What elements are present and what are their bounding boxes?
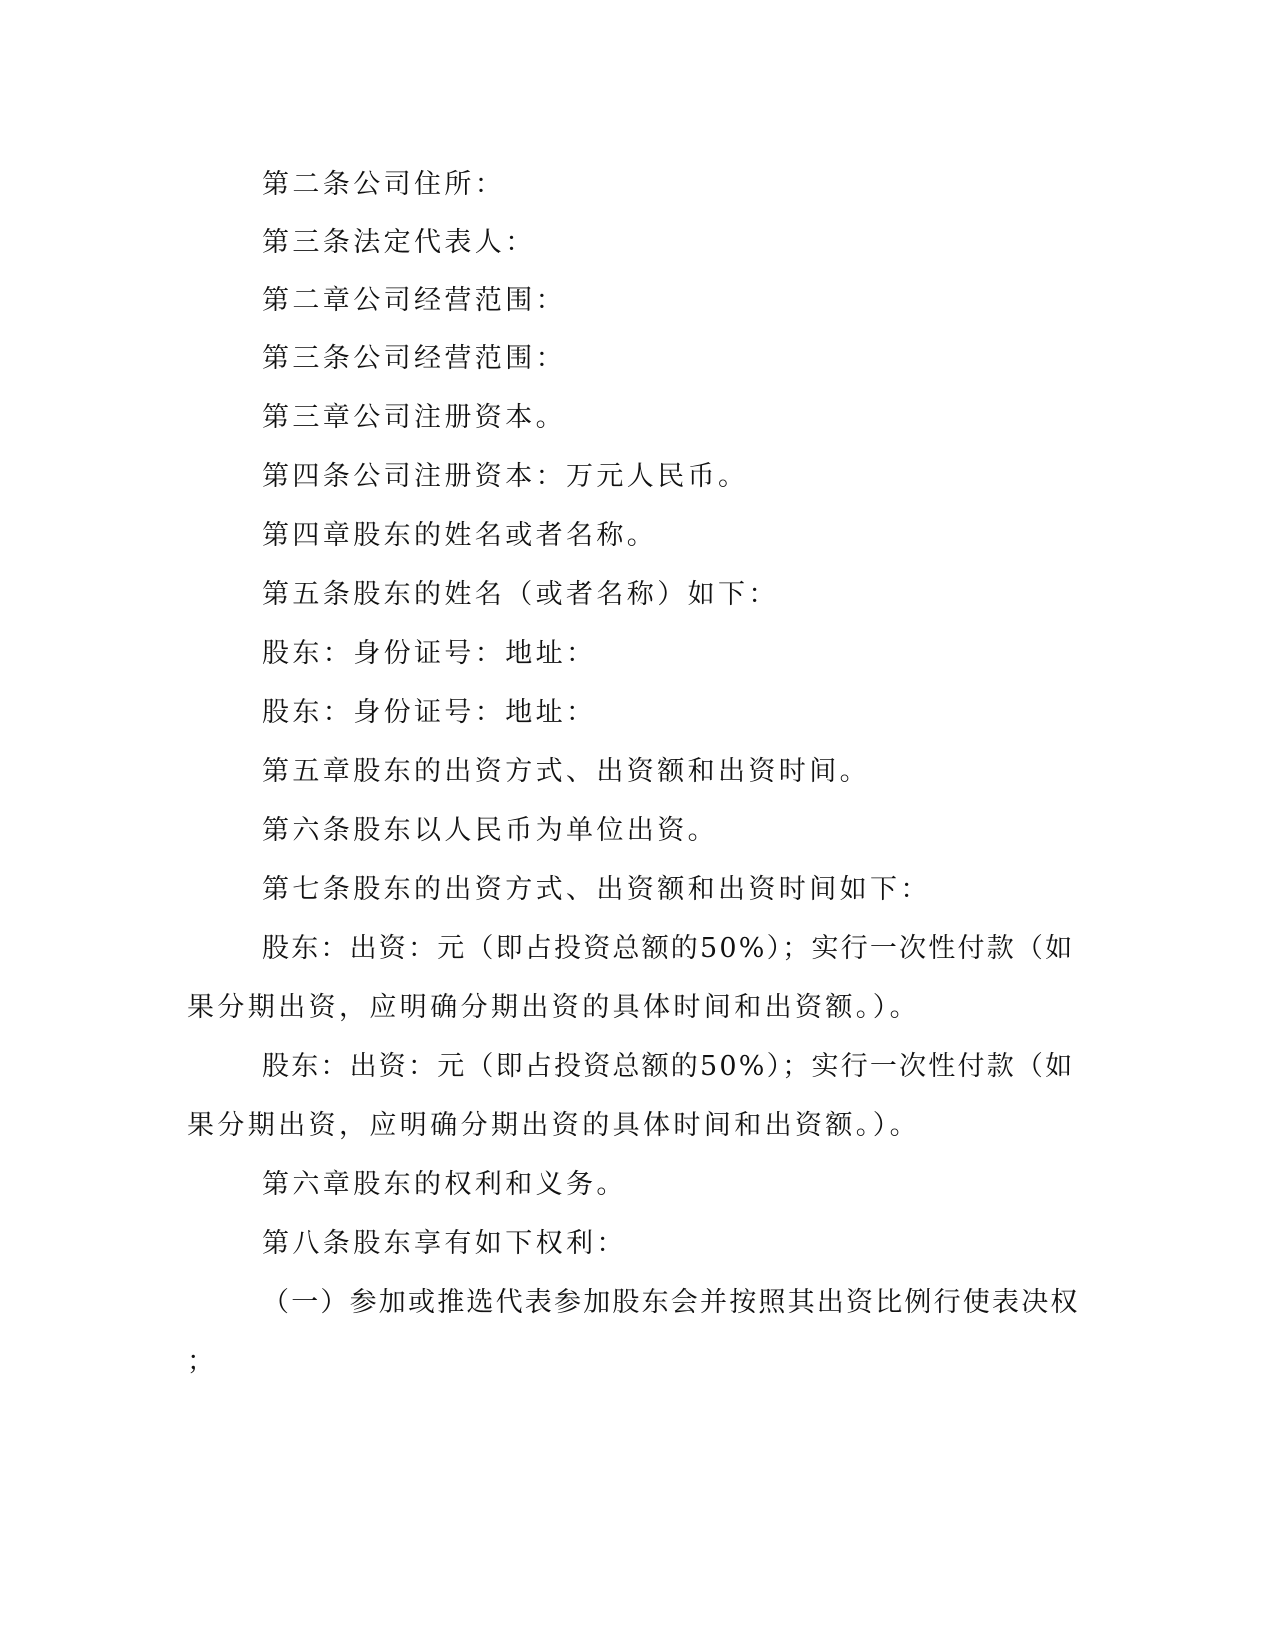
article-3-legal-representative: 第三条法定代表人： (262, 227, 536, 258)
shareholder-contribution-2-line-1: 股东：出资：元（即占投资总额的50%）；实行一次性付款（如 (262, 1051, 1075, 1082)
article-2-company-address: 第二条公司住所： (262, 169, 506, 200)
article-6-currency: 第六条股东以人民币为单位出资。 (262, 815, 718, 846)
chapter-6-heading: 第六章股东的权利和义务。 (262, 1169, 627, 1200)
chapter-4-heading: 第四章股东的姓名或者名称。 (262, 520, 658, 551)
article-8-rights: 第八条股东享有如下权利： (262, 1228, 627, 1259)
shareholder-contribution-1-line-2: 果分期出资，应明确分期出资的具体时间和出资额。）。 (187, 992, 920, 1023)
chapter-3-heading: 第三章公司注册资本。 (262, 402, 566, 433)
chapter-5-heading: 第五章股东的出资方式、出资额和出资时间。 (262, 756, 870, 787)
article-7-contribution: 第七条股东的出资方式、出资额和出资时间如下： (262, 874, 931, 905)
article-4-registered-capital: 第四条公司注册资本：万元人民币。 (262, 461, 749, 492)
shareholder-line-1: 股东：身份证号：地址： (262, 638, 597, 669)
shareholder-contribution-1-line-1: 股东：出资：元（即占投资总额的50%）；实行一次性付款（如 (262, 933, 1075, 964)
shareholder-contribution-2-line-2: 果分期出资，应明确分期出资的具体时间和出资额。）。 (187, 1110, 920, 1141)
right-item-1: （一）参加或推选代表参加股东会并按照其出资比例行使表决权 (262, 1287, 1080, 1318)
article-5-shareholder-names: 第五条股东的姓名（或者名称）如下： (262, 579, 779, 610)
shareholder-line-2: 股东：身份证号：地址： (262, 697, 597, 728)
chapter-2-heading: 第二章公司经营范围： (262, 285, 566, 316)
right-item-1-continuation: ； (187, 1346, 218, 1377)
article-3-business-scope: 第三条公司经营范围： (262, 343, 566, 374)
